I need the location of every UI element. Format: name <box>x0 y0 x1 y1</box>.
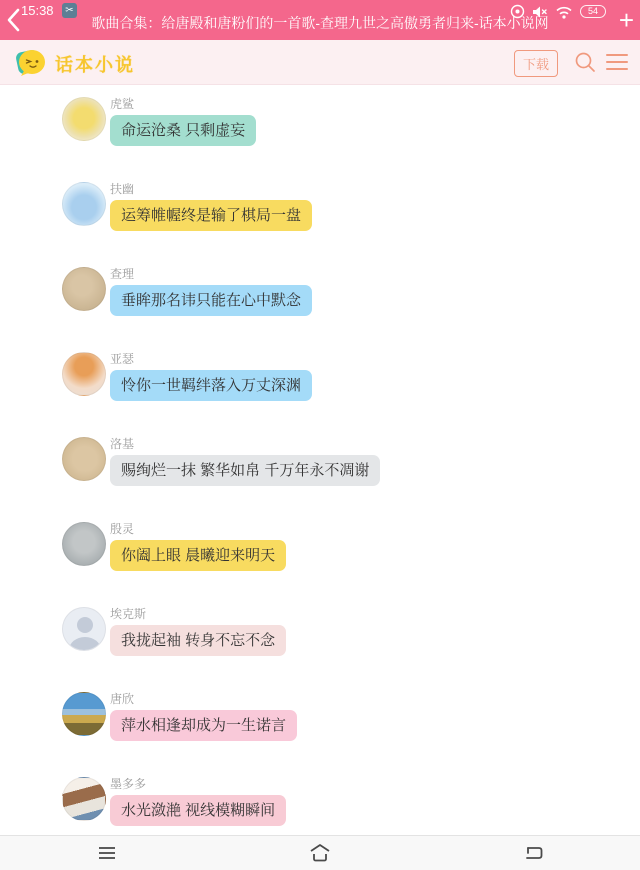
home-icon <box>308 843 332 863</box>
avatar[interactable] <box>62 437 106 481</box>
battery-icon: 54 <box>580 5 606 18</box>
chat-message-row <box>62 97 620 147</box>
avatar[interactable] <box>62 182 106 226</box>
character-name: 亚瑟 <box>110 352 135 366</box>
message-bubble[interactable]: 运筹帷幄终是输了棋局一盘 <box>110 200 312 231</box>
download-button[interactable]: 下载 <box>514 50 558 77</box>
character-name: 墨多多 <box>110 777 147 791</box>
clock: 15:38 <box>21 3 54 18</box>
chat-message-row <box>62 692 620 742</box>
browser-toolbar <box>0 0 640 40</box>
screenshot-icon: ✂ <box>62 3 77 18</box>
avatar[interactable] <box>62 97 106 141</box>
avatar[interactable] <box>62 267 106 311</box>
message-bubble[interactable]: 你阖上眼 晨曦迎来明天 <box>110 540 286 571</box>
message-bubble[interactable]: 水光潋滟 视线模糊瞬间 <box>110 795 286 826</box>
character-name: 殷灵 <box>110 522 135 536</box>
character-name: 埃克斯 <box>110 607 147 621</box>
nav-back-button[interactable] <box>427 836 640 870</box>
message-bubble[interactable]: 我拢起袖 转身不忘不念 <box>110 625 286 656</box>
character-name: 查理 <box>110 267 135 281</box>
chat-message-row <box>62 522 620 572</box>
app-header <box>0 40 640 85</box>
character-name: 唐欣 <box>110 692 135 706</box>
character-name: 扶幽 <box>110 182 135 196</box>
menu-icon[interactable] <box>606 54 628 70</box>
chat-message-row <box>62 437 620 487</box>
menu-icon <box>97 845 117 861</box>
chat-message-row <box>62 607 620 657</box>
story-chat-list[interactable] <box>0 85 640 835</box>
wifi-icon <box>555 5 573 19</box>
message-bubble[interactable]: 垂眸那名讳只能在心中默念 <box>110 285 312 316</box>
huaben-logo-icon[interactable] <box>14 46 48 80</box>
default-avatar-icon <box>63 608 106 651</box>
nav-home-button[interactable] <box>213 836 426 870</box>
new-tab-icon[interactable]: + <box>618 5 634 35</box>
character-name: 虎鲨 <box>110 97 135 111</box>
screen-record-icon <box>510 4 525 19</box>
nav-menu-button[interactable] <box>0 836 213 870</box>
page-title: 歌曲合集：给唐殿和唐粉们的一首歌-查理九世之高傲勇者归来-话本小说网 <box>91 15 549 31</box>
status-icons <box>510 4 606 19</box>
logo-wordmark[interactable]: 话本小说 <box>55 55 135 75</box>
message-bubble[interactable]: 萍水相逢却成为一生诺言 <box>110 710 297 741</box>
avatar[interactable] <box>62 352 106 396</box>
message-bubble[interactable]: 赐绚烂一抹 繁华如帛 千万年永不凋谢 <box>110 455 380 486</box>
chat-message-row <box>62 267 620 317</box>
chat-message-row <box>62 777 620 827</box>
character-name: 洛基 <box>110 437 135 451</box>
avatar[interactable] <box>62 522 106 566</box>
search-icon[interactable] <box>574 51 596 73</box>
avatar[interactable] <box>62 692 106 736</box>
android-nav-bar <box>0 835 640 870</box>
avatar[interactable] <box>62 777 106 821</box>
chat-message-row <box>62 352 620 402</box>
chat-message-row <box>62 182 620 232</box>
back-icon <box>521 843 545 863</box>
speaker-muted-icon <box>532 5 548 19</box>
avatar[interactable] <box>62 607 106 651</box>
message-bubble[interactable]: 怜你一世羁绊落入万丈深渊 <box>110 370 312 401</box>
message-bubble[interactable]: 命运沧桑 只剩虚妄 <box>110 115 256 146</box>
